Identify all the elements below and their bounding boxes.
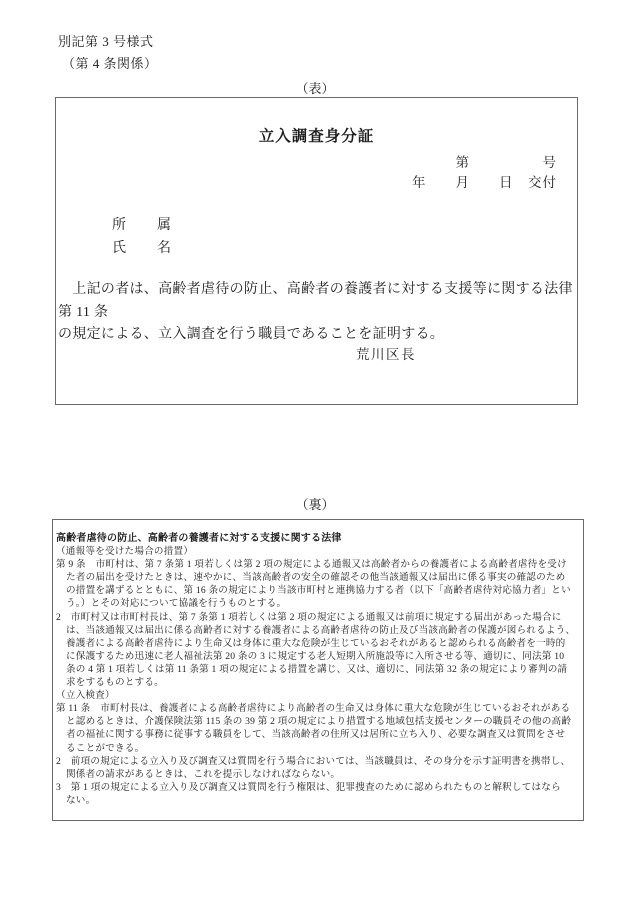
id-card-back (52, 519, 584, 821)
law-line: ない。 (66, 794, 96, 806)
law-line: 第 9 条 市町村は、第 7 条第 1 項若しくは第 2 項の規定による通報又は高齢者からの養護者による高齢者虐待を受け (56, 559, 567, 571)
law-line: 者の福祉に関する事務に従事する職員をして、当該高齢者の住所又は居所に立ち入り、必要な調査又は質問をさせ (66, 729, 566, 741)
affiliation-label: 所 属 (112, 218, 172, 233)
certification-statement (58, 279, 575, 347)
law-line: う。）とその対応について協議を行うものとする。 (66, 598, 287, 610)
law-title: 高齢者虐待の防止、高齢者の養護者に対する支援に関する法律 (56, 533, 342, 544)
law-line: ることができる。 (66, 742, 145, 754)
name-label: 氏 名 (112, 241, 172, 256)
form-number-label: 別記第 3 号様式 (58, 34, 154, 49)
id-card-front (55, 97, 578, 405)
law-text (56, 545, 577, 807)
law-line: と認めるときは、介護保険法第 115 条の 39 第 2 項の規定により措置する地域包括支援センターの職員その他の高齢 (66, 716, 572, 728)
issue-info-block (56, 153, 577, 193)
law-line: は、当該通報又は届出に係る高齢者に対する養護者による高齢者虐待の防止及び当該高齢者の保護が図られるよう、 (66, 624, 576, 636)
law-line: 第 11 条 市町村長は、養護者による高齢者虐待により高齢者の生命又は身体に重大な危険が生じているおそれがある (56, 703, 571, 715)
issue-date-blank: 年 月 日 交付 (412, 175, 557, 190)
law-line: 2 市町村又は市町村長は、第 7 条第 1 項若しくは第 2 項の規定による通報又は前項に規定する届出があった場合に (56, 611, 562, 623)
law-line: 3 第 1 項の規定による立入り及び調査又は質問を行う権限は、犯罪捜査のために認められたものと解釈してはなら (56, 781, 561, 793)
certificate-number-blank: 第 号 (455, 155, 557, 170)
back-side-label: （裏） (295, 497, 335, 512)
issuer-name: 荒川区長 (356, 347, 416, 362)
law-line: （立入検査） (56, 690, 115, 702)
law-line: 求をするものとする。 (66, 677, 164, 689)
law-line: 関係者の請求があるときは、これを提示しなければならない。 (66, 768, 341, 780)
law-line: 2 前項の規定による立入り及び調査又は質問を行う場合においては、当該職員は、その身分を示す証明書を携帯し、 (56, 755, 571, 767)
article-relation-label: （第 4 条関係） (62, 56, 158, 71)
law-line: の措置を講ずるとともに、第 16 条の規定により当該市町村と連携協力する者（以下「高齢者虐待対応協力者」とい (66, 585, 571, 597)
card-title: 立入調査身分証 (258, 128, 375, 145)
certification-line: の規定による、立入調査を行う職員であることを証明する。 (58, 327, 445, 342)
front-side-label: （表） (295, 81, 335, 96)
law-line: 養護者による高齢者虐待により生命又は身体に重大な危険が生じているおそれがあると認められる高齢者を一時的 (66, 637, 566, 649)
law-line: に保護するため迅速に老人福祉法第 20 条の 3 に規定する老人短期入所施設等に入所させる等、適切に、同法第 10 (66, 650, 565, 662)
law-line: （通報等を受けた場合の措置） (56, 546, 194, 558)
law-line: 条の 4 第 1 項若しくは第 11 条第 1 項の規定による措置を講じ、又は、適切に、同法第 32 条の規定により審判の請 (66, 663, 568, 675)
certification-line: 上記の者は、高齢者虐待の防止、高齢者の養護者に対する支援等に関する法律第 11 条 (58, 282, 573, 320)
law-line: た者の届出を受けたときは、速やかに、当該高齢者の安全の確認その他当該通報又は届出に係る事実の確認のため (66, 572, 566, 584)
